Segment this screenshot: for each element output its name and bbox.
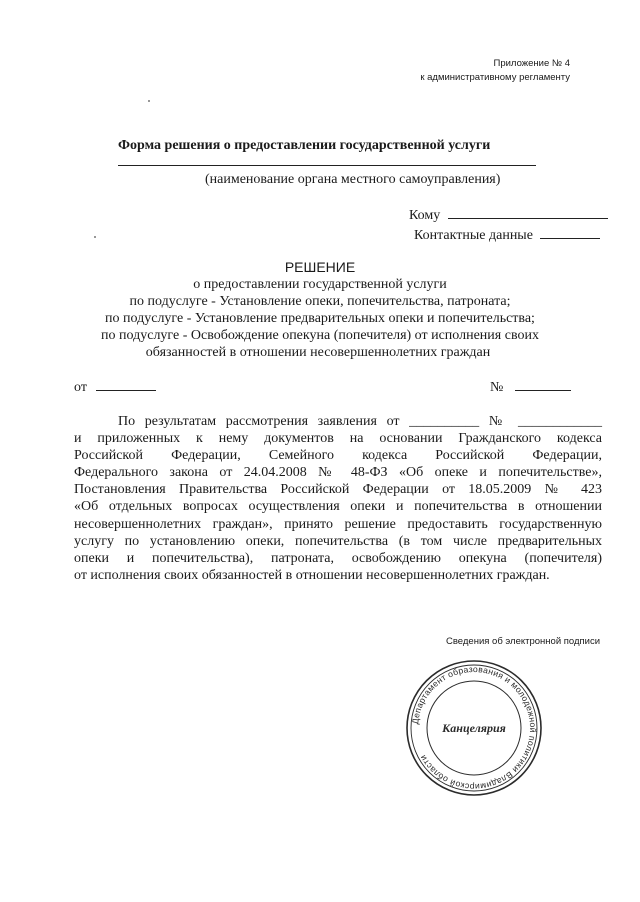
body-line: от исполнения своих обязанностей в отношении несовершеннолетних граждан. (74, 567, 550, 583)
scan-speck (148, 100, 150, 102)
recipient-label: Кому (409, 208, 441, 223)
body-line: и приложенных к нему документов на основании Гражданского кодекса (74, 431, 602, 447)
recipient-blank (448, 206, 608, 219)
body-line: опеки и попечительства), патроната, освобождению опекуна (попечителя) (74, 550, 602, 566)
decision-subtitle-line: по подуслуге - Установление предварительных опеки и попечительства; (105, 311, 535, 326)
stamp-center-text: Канцелярия (442, 721, 506, 735)
contacts-row (414, 226, 600, 244)
decision-subtitle-line: по подуслуге - Установление опеки, попечительства, патроната; (129, 294, 511, 309)
decision-body (74, 413, 602, 584)
body-line: Российской Федерации, Семейного кодекса Российской Федерации, (74, 448, 602, 464)
decision-subtitle-line: о предоставлении государственной услуги (193, 277, 447, 292)
number-label: № (490, 380, 504, 395)
body-line: Федерального закона от 24.04.2008 № 48-ФЗ «Об опеке и попечительстве», (74, 465, 602, 481)
decision-subtitle-line: по подуслуге - Освобождение опекуна (попечителя) от исполнения своих (101, 328, 539, 343)
annex-reference: к административному регламенту (420, 72, 570, 83)
body-line: Постановления Правительства Российской Федерации от 18.05.2009 № 423 (74, 482, 602, 498)
recipient-row (409, 206, 608, 224)
number-blank (515, 378, 571, 391)
contacts-label: Контактные данные (414, 228, 533, 243)
signature-caption: Сведения об электронной подписи (446, 636, 601, 647)
body-line-text: По результатам рассмотрения заявления от __________ № ____________ (118, 414, 602, 429)
scan-speck (94, 236, 96, 238)
org-name-line (118, 165, 536, 166)
body-line (74, 413, 602, 430)
form-title: Форма решения о предоставлении государственной услуги (118, 138, 491, 153)
body-line: услугу по установлению опеки, попечительства (в том числе предварительных (74, 533, 602, 549)
decision-subtitle-line: обязанностей в отношении несовершеннолетних граждан (145, 345, 491, 360)
number-field (490, 378, 571, 396)
date-field (74, 378, 156, 396)
decision-title: РЕШЕНИЕ (284, 259, 356, 275)
date-blank (96, 378, 156, 391)
contacts-blank (540, 226, 600, 239)
stamp-ring-text: Департамент образования и молодежной политики Владимирской области (410, 663, 539, 793)
body-line: несовершеннолетних граждан», принято решение предоставить государственную (74, 516, 602, 532)
annex-number: Приложение № 4 (493, 58, 570, 69)
official-stamp (404, 658, 544, 798)
org-name-caption: (наименование органа местного самоуправления) (205, 172, 501, 187)
date-label: от (74, 380, 87, 395)
body-line: «Об отдельных вопросах осуществления опеки и попечительства в отношении (74, 499, 602, 515)
